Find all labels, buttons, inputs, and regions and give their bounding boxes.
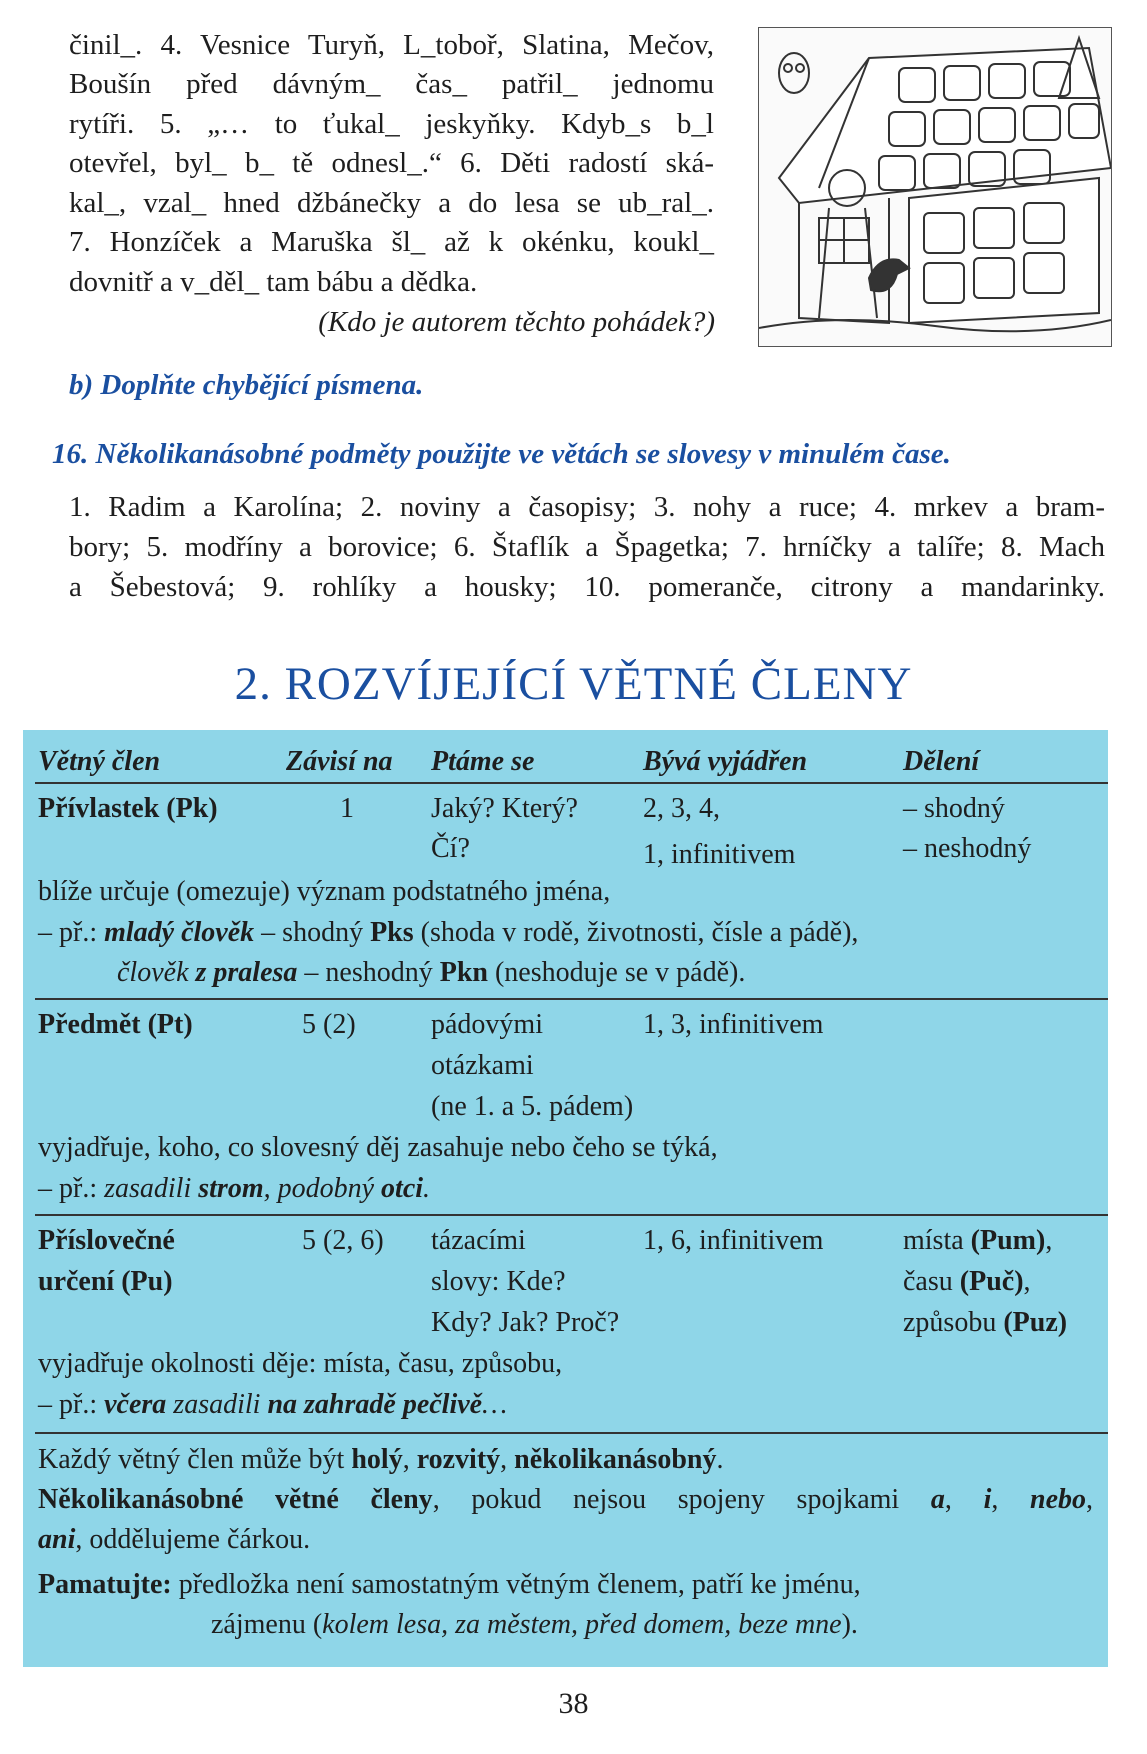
note-text: , pokud nejsou spojeny spojkami [432, 1484, 931, 1515]
table-divider [35, 1214, 1108, 1216]
example-term: pečlivě [402, 1389, 483, 1420]
exercise-16-title: 16. Několikanásobné podměty použijte ve větách se slovesy v minulém čase. [52, 438, 951, 470]
term-name: Přívlastek (Pk) [38, 793, 218, 824]
note-emphasis: několikanásobný [514, 1444, 717, 1475]
question: Kdy? Jak? Proč? [431, 1307, 620, 1338]
division-text: času [903, 1266, 960, 1297]
question: Čí? [431, 833, 470, 864]
question: pádovými [431, 1009, 543, 1040]
term-name: Předmět (Pt) [38, 1009, 193, 1040]
text-line: otevřel, byl_ b_ tě odnesl_.“ 6. Děti radostí ská- [69, 147, 714, 179]
question: Jaký? Který? [431, 793, 578, 824]
division [903, 1262, 1031, 1302]
note-line [38, 1440, 723, 1480]
note-emphasis: nebo [1030, 1484, 1087, 1515]
example-prefix: – př.: [38, 1173, 105, 1204]
abbreviation: (Puz) [1003, 1307, 1068, 1338]
expressed-by: 2, 3, 4, [643, 793, 720, 824]
note-emphasis: ani [38, 1524, 76, 1555]
example-term: mladý člověk [104, 917, 255, 948]
division-text: způsobu [903, 1307, 1004, 1338]
note-line [211, 1605, 858, 1645]
example-text: – neshodný [297, 957, 440, 988]
expressed-by: 1, 6, infinitivem [643, 1225, 824, 1256]
note-line [38, 1480, 1093, 1520]
abbreviation: (Puč) [959, 1266, 1024, 1297]
example-term: na zahradě [267, 1389, 396, 1420]
term-name: určení (Pu) [38, 1266, 173, 1297]
text-line: 1. Radim a Karolína; 2. noviny a časopisy; 3. nohy a ruce; 4. mrkev a bram- [69, 491, 1105, 523]
text-line: bory; 5. modříny a borovice; 6. Štaflík a Špagetka; 7. hrníčky a talíře; 8. Mach [69, 531, 1105, 563]
description: blíže určuje (omezuje) význam podstatného jména, [38, 876, 611, 907]
note-text: předložka není samostatným větným členem, patří ke jménu, [171, 1569, 861, 1600]
note-emphasis: Pamatujte: [38, 1569, 172, 1600]
note-example: kolem lesa, za městem, před domem, beze mne [322, 1609, 842, 1640]
example-line [38, 913, 858, 953]
example-text: (neshoduje se v pádě). [487, 957, 746, 988]
col-header: Bývá vyjádřen [643, 746, 808, 777]
note-emphasis: i [983, 1484, 992, 1515]
table-divider [35, 1432, 1108, 1434]
example-text: – shodný [254, 917, 371, 948]
example-term: z pralesa [195, 957, 298, 988]
note-text: , [402, 1444, 417, 1475]
expressed-by: 1, infinitivem [643, 839, 796, 870]
col-header: Dělení [903, 746, 980, 777]
note-emphasis: rozvitý [416, 1444, 501, 1475]
question: tázacími [431, 1225, 526, 1256]
question: (ne 1. a 5. pádem) [431, 1091, 634, 1122]
example-prefix: – př.: [38, 1389, 105, 1420]
division [903, 1221, 1052, 1261]
note-text: Každý větný člen může být [38, 1444, 352, 1475]
abbreviation: Pkn [439, 957, 488, 988]
note-emphasis: a [930, 1484, 945, 1515]
example-text: , podobný [263, 1173, 382, 1204]
depends-on: 5 (2) [302, 1009, 356, 1040]
col-header: Větný člen [38, 746, 161, 777]
note-text: , oddělujeme čárkou. [75, 1524, 311, 1555]
division-text: místa [903, 1225, 971, 1256]
col-header: Ptáme se [431, 746, 535, 777]
page-number: 38 [558, 1687, 589, 1720]
abbreviation: Pks [370, 917, 414, 948]
depends-on: 5 (2, 6) [302, 1225, 384, 1256]
division: – neshodný [903, 833, 1032, 864]
table-divider [35, 998, 1108, 1000]
example-text: zasadili [104, 1173, 199, 1204]
description: vyjadřuje okolnosti děje: místa, času, způsobu, [38, 1348, 563, 1379]
note-line [38, 1520, 310, 1560]
col-header: Závisí na [286, 746, 393, 777]
section-title: 2. ROZVÍJEJÍCÍ VĚTNÉ ČLENY [234, 658, 913, 710]
note-text: , [500, 1444, 515, 1475]
example-text: zasadili [166, 1389, 268, 1420]
example-line [38, 1169, 430, 1209]
example-line [117, 953, 745, 993]
text-line: 7. Honzíček a Maruška šl_ až k okénku, koukl_ [69, 226, 714, 258]
division: – shodný [903, 793, 1005, 824]
text-line: Boušín před dávným_ čas_ patřil_ jednomu [69, 68, 714, 100]
note-text: . [716, 1444, 724, 1475]
example-prefix: – př.: [38, 917, 105, 948]
example-line [38, 1385, 507, 1425]
text-line: činil_. 4. Vesnice Turyň, L_toboř, Slatina, Mečov, [69, 29, 714, 61]
example-term: člověk [117, 957, 196, 988]
depends-on: 1 [340, 793, 354, 824]
task-b-instruction: b) Doplňte chybějící písmena. [69, 369, 424, 401]
author-question: (Kdo je autorem těchto pohádek?) [318, 306, 715, 338]
text-line: dovnitř a v_děl_ tam bábu a dědka. [69, 266, 478, 298]
note-text: zájmenu ( [211, 1609, 323, 1640]
note-line [38, 1565, 861, 1605]
example-term: včera [104, 1389, 167, 1420]
expressed-by: 1, 3, infinitivem [643, 1009, 824, 1040]
note-text: , [944, 1484, 984, 1515]
text-line: rytíři. 5. „… to ťukal_ jeskyňky. Kdyb_s b_l [69, 108, 714, 140]
text-line: a Šebestová; 9. rohlíky a housky; 10. pomeranče, citrony a mandarinky. [69, 571, 1105, 603]
example-term: strom [198, 1173, 264, 1204]
description: vyjadřuje, koho, co slovesný děj zasahuje nebo čeho se týká, [38, 1132, 718, 1163]
example-text: . [423, 1173, 431, 1204]
note-text: ). [841, 1609, 858, 1640]
question: otázkami [431, 1050, 534, 1081]
example-text [396, 1389, 403, 1420]
division-text: , [1045, 1225, 1053, 1256]
abbreviation: (Pum) [970, 1225, 1046, 1256]
division [903, 1303, 1067, 1343]
question: slovy: Kde? [431, 1266, 566, 1297]
note-text: , [991, 1484, 1031, 1515]
example-text: … [482, 1389, 507, 1420]
text-line: kal_, vzal_ hned džbánečky a do lesa se ub_ral_. [69, 187, 714, 219]
term-name: Příslovečné [38, 1225, 175, 1256]
note-text: , [1086, 1484, 1094, 1515]
note-emphasis: holý [351, 1444, 403, 1475]
table-divider [35, 782, 1108, 784]
example-text: (shoda v rodě, životnosti, čísle a pádě), [413, 917, 859, 948]
division-text: , [1023, 1266, 1031, 1297]
note-emphasis: Několikanásobné větné členy [38, 1484, 433, 1515]
example-term: otci [381, 1173, 424, 1204]
gingerbread-house-illustration [758, 27, 1112, 347]
